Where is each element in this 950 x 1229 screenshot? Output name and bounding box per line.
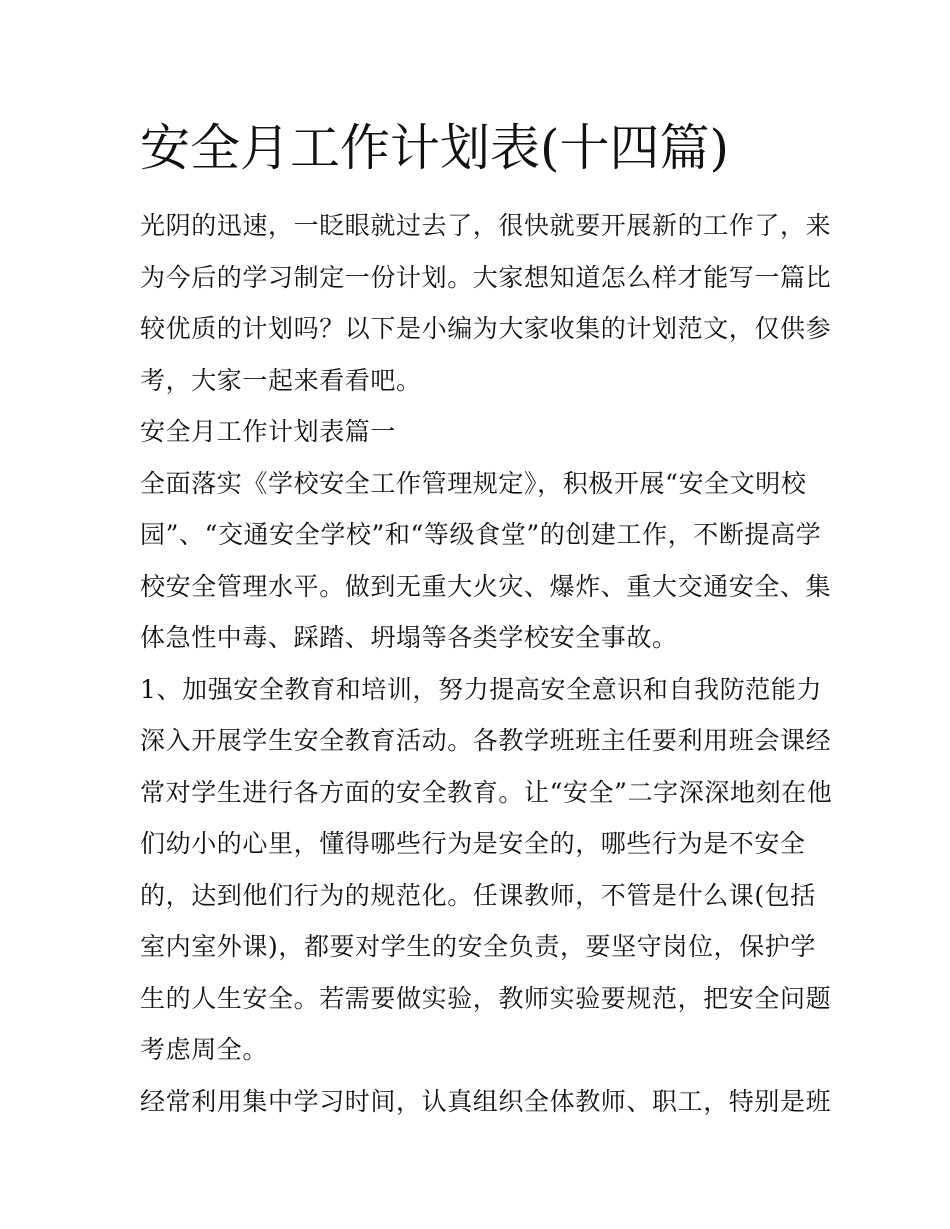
body-line: 经常利用集中学习时间，认真组织全体教师、职工，特别是班	[140, 1086, 832, 1116]
section-heading: 安全月工作计划表篇一	[140, 417, 397, 446]
body-line: 园”、“交通安全学校”和“等级食堂”的创建工作，不断提高学	[140, 520, 822, 549]
body-line: 校安全管理水平。做到无重大火灾、爆炸、重大交通安全、集	[140, 571, 832, 601]
body-line: 生的人生安全。若需要做实验，教师实验要规范，把安全问题	[140, 983, 832, 1013]
body-line: 为今后的学习制定一份计划。大家想知道怎么样才能写一篇比	[140, 262, 832, 292]
document-title: 安全月工作计划表(十四篇)	[140, 119, 730, 177]
body-line: 光阴的迅速，一眨眼就过去了，很快就要开展新的工作了，来	[140, 211, 832, 240]
body-line: 常对学生进行各方面的安全教育。让“安全”二字深深地刻在他	[140, 777, 833, 807]
body-line: 较优质的计划吗？以下是小编为大家收集的计划范文，仅供参	[140, 314, 832, 343]
body-line: 室内室外课)，都要对学生的安全负责，要坚守岗位，保护学	[140, 932, 816, 961]
body-line: 体急性中毒、踩踏、坍塌等各类学校安全事故。	[140, 623, 678, 652]
body-line: 的，达到他们行为的规范化。任课教师，不管是什么课(包括	[140, 880, 816, 910]
document-body	[140, 200, 833, 1127]
body-line: 考，大家一起来看看吧。	[140, 365, 422, 395]
body-line: 考虑周全。	[140, 1035, 269, 1064]
body-line: 深入开展学生安全教育活动。各教学班班主任要利用班会课经	[140, 726, 832, 755]
numbered-item-heading: 1、加强安全教育和培训，努力提高安全意识和自我防范能力	[140, 674, 823, 704]
body-line: 们幼小的心里，懂得哪些行为是安全的，哪些行为是不安全	[140, 829, 806, 858]
body-line: 全面落实《学校安全工作管理规定》，积极开展“安全文明校	[140, 468, 807, 498]
